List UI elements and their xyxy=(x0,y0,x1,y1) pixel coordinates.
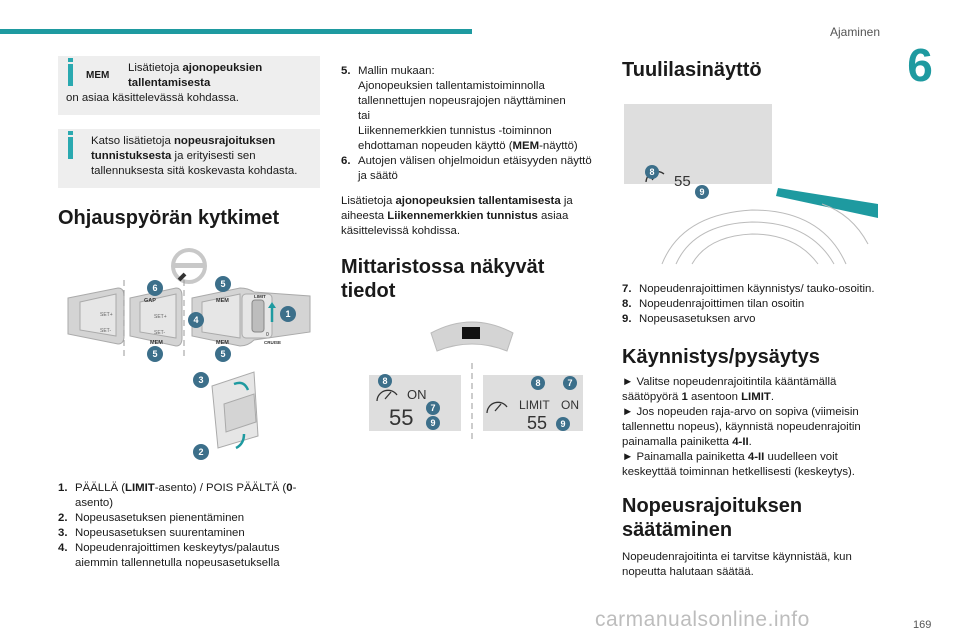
svg-text:8: 8 xyxy=(535,378,541,388)
badge-5 xyxy=(215,276,231,292)
dashboard-line-art xyxy=(662,204,868,264)
stalk-label-mem: MEM xyxy=(216,298,229,304)
cluster-title: Mittaristossa näkyvät tiedot xyxy=(341,256,545,302)
info-note-speed-limit xyxy=(58,129,320,188)
svg-text:8: 8 xyxy=(649,167,655,177)
stalk-label-cruise: CRUISE xyxy=(264,340,282,345)
svg-text:3: 3 xyxy=(198,375,204,385)
stalk-label-set: SET+ xyxy=(100,312,113,318)
svg-text:2: 2 xyxy=(198,447,204,457)
badge-3 xyxy=(193,372,209,388)
speed-value: 55 xyxy=(527,413,548,433)
svg-text:8: 8 xyxy=(382,376,388,386)
left-column xyxy=(58,56,320,571)
badge-7 xyxy=(426,401,440,415)
section-title: Ajaminen xyxy=(829,25,880,39)
stalk-label-mem: MEM xyxy=(216,340,229,346)
badge-5 xyxy=(215,346,231,362)
note-text: Katso lisätietoja nopeusrajoituksen tunnistuksesta ja erityisesti sen tallennuksesta sitä koskevasta kohdasta. xyxy=(91,135,298,177)
badge-9 xyxy=(695,185,709,199)
list-item: 7. Nopeudenrajoittimen käynnistys/ tauko-osoitin. xyxy=(622,283,875,295)
mid-paragraph: Lisätietoja ajonopeuksien tallentamisesta ja aiheesta Liikennemerkkien tunnistus asiaa käsittelevissä kohdissa. xyxy=(341,195,573,237)
svg-text:5: 5 xyxy=(220,349,226,359)
badge-1 xyxy=(280,306,296,322)
svg-text:7: 7 xyxy=(430,403,436,413)
status-limit: LIMIT xyxy=(519,398,550,412)
windshield-display-strip xyxy=(776,188,878,218)
steering-wheel-icon xyxy=(173,250,205,282)
note-text-cont: on asiaa käsittelevässä kohdassa. xyxy=(66,92,239,104)
info-icon xyxy=(68,137,73,159)
list-item: 4. Nopeudenrajoittimen keskeytys/palautus aiemmin tallennetulla nopeusasetuksella xyxy=(58,542,280,569)
stalk-label-zero: 0 xyxy=(266,332,269,338)
badge-5 xyxy=(147,346,163,362)
instruction: ► Painamalla painiketta 4-II uudelleen voit keskeyttää toiminnan hetkellisesti (keskeytys). xyxy=(622,451,855,478)
badge-4 xyxy=(188,312,204,328)
svg-text:1: 1 xyxy=(285,309,291,319)
hud-list xyxy=(622,282,884,327)
svg-text:9: 9 xyxy=(430,418,436,428)
svg-text:6: 6 xyxy=(152,283,158,293)
start-stop-instructions xyxy=(622,375,884,480)
svg-text:9: 9 xyxy=(560,419,566,429)
start-stop-title: Käynnistys/pysäytys xyxy=(622,346,820,368)
instruction: ► Valitse nopeudenrajoitintila kääntämällä säätöpyörä 1 asentoon LIMIT. xyxy=(622,376,837,403)
note-text: Lisätietoja ajonopeuksien tallentamisesta xyxy=(128,62,263,89)
stalk-middle xyxy=(130,288,182,346)
list-item: 2. Nopeusasetuksen pienentäminen xyxy=(58,512,245,524)
badge-9 xyxy=(556,417,570,431)
adjust-title: Nopeusrajoituksen säätäminen xyxy=(622,495,803,541)
badge-9 xyxy=(426,416,440,430)
info-icon xyxy=(68,64,73,86)
list-item: 1. PÄÄLLÄ (LIMIT-asento) / POIS PÄÄLTÄ (0-asento) xyxy=(58,482,297,509)
mid-list xyxy=(341,64,601,184)
header-accent-bar xyxy=(0,29,472,34)
badge-8 xyxy=(378,374,392,388)
stalk-left xyxy=(68,288,124,344)
chapter-number: 6 xyxy=(907,39,933,91)
instrument-cluster-icon xyxy=(431,322,513,351)
svg-text:5: 5 xyxy=(152,349,158,359)
stalk-label-set-minus: SET- xyxy=(100,328,112,334)
badge-7 xyxy=(563,376,577,390)
hud-title: Tuulilasinäyttö xyxy=(622,59,762,81)
badge-6 xyxy=(147,280,163,296)
cluster-diagram xyxy=(341,311,603,441)
mem-icon: MEM xyxy=(86,70,110,81)
svg-text:4: 4 xyxy=(193,315,199,325)
info-note-mem xyxy=(58,56,320,115)
adjust-text: Nopeudenrajoitinta ei tarvitse käynnistää, kun nopeutta halutaan säätää. xyxy=(622,551,852,578)
list-item: 6. Autojen välisen ohjelmoidun etäisyyden näyttö ja säätö xyxy=(341,155,592,182)
stalk-label-gap: GAP xyxy=(144,298,156,304)
middle-column xyxy=(341,64,601,441)
steering-title: Ohjauspyörän kytkimet xyxy=(58,207,280,229)
list-item: 3. Nopeusasetuksen suurentaminen xyxy=(58,527,245,539)
svg-text:9: 9 xyxy=(699,187,705,197)
instruction: ► Jos nopeuden raja-arvo on sopiva (viimeisin tallennettu nopeus), käynnistä nopeudenrajoitin painamalla painiketta 4-II. xyxy=(622,406,861,448)
svg-text:5: 5 xyxy=(220,279,226,289)
badge-2 xyxy=(193,444,209,460)
watermark: carmanualsonline.info xyxy=(595,608,810,631)
list-item: 8. Nopeudenrajoittimen tilan osoitin xyxy=(622,298,805,310)
stalk-label-mem: MEM xyxy=(150,340,163,346)
page-number: 169 xyxy=(913,619,932,631)
list-item: 5. Mallin mukaan: Ajonopeuksien tallentamistoiminnolla tallennettujen nopeusrajojen näyttäminen tai Liikennemerkkien tunnistus -toiminnon ehdottaman nopeuden käyttö (MEM-näyttö) xyxy=(341,65,578,152)
badge-8 xyxy=(645,165,659,179)
hud-diagram xyxy=(622,94,884,270)
status-on: ON xyxy=(561,398,579,412)
hud-speed-value: 55 xyxy=(674,173,691,190)
badge-8 xyxy=(531,376,545,390)
stalk-label-set: SET+ xyxy=(154,314,167,320)
svg-text:7: 7 xyxy=(567,378,573,388)
steering-list xyxy=(58,481,320,571)
right-column xyxy=(622,58,884,580)
list-item: 9. Nopeusasetuksen arvo xyxy=(622,313,756,325)
stalk-label-limit: LIMIT xyxy=(254,294,266,299)
stalk-label-set-minus: SET- xyxy=(154,330,166,336)
steering-switches-diagram xyxy=(58,236,320,471)
stalk-underside xyxy=(212,372,258,448)
speed-value: 55 xyxy=(389,405,414,430)
status-on: ON xyxy=(407,387,427,402)
